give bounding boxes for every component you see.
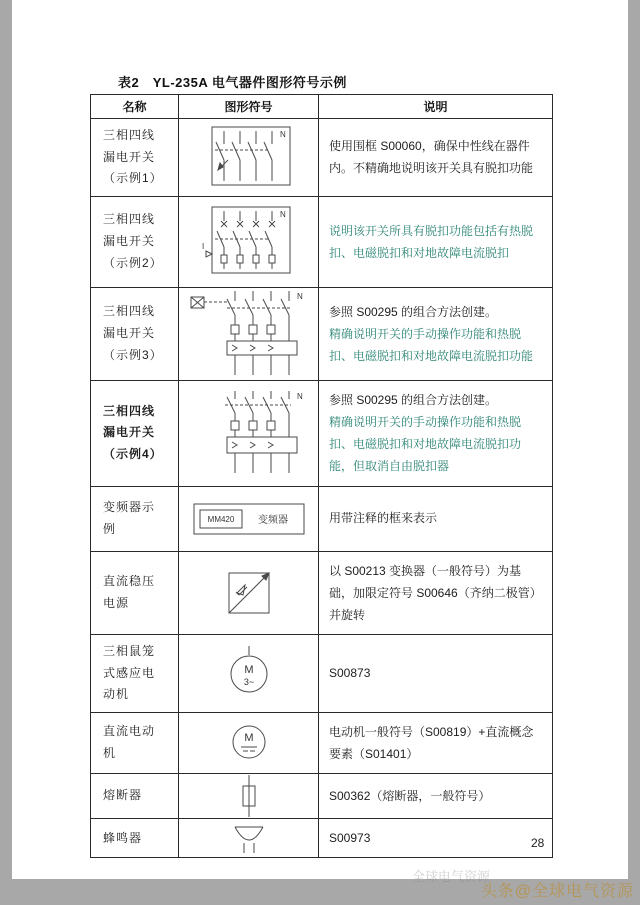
- table-header-row: [91, 95, 553, 119]
- desc-text: 用带注释的框来表示: [329, 511, 438, 526]
- row-name: 三相四线漏电开关（示例2）: [91, 196, 179, 287]
- svg-text:I: I: [201, 241, 204, 251]
- row-name: 直流稳压电源: [91, 551, 179, 635]
- table-row: [91, 635, 553, 713]
- rcd-example2-symbol-icon: [198, 203, 300, 281]
- row-desc: [319, 486, 553, 551]
- table-row: [91, 712, 553, 773]
- row-symbol: [179, 486, 319, 551]
- desc-text: 电动机一般符号（S00819）+直流概念要素（S01401）: [329, 724, 534, 762]
- row-desc: [319, 712, 553, 773]
- dc-power-supply-symbol-icon: [209, 567, 289, 619]
- row-name: 熔断器: [91, 774, 179, 819]
- row-desc: [319, 287, 553, 380]
- desc-text: S00973: [329, 831, 371, 846]
- row-symbol: [179, 119, 319, 197]
- desc-text-highlight: 说明该开关所具有脱扣功能包括有热脱扣、电磁脱扣和对地故障电流脱扣: [329, 223, 534, 260]
- row-symbol: [179, 774, 319, 819]
- desc-text: S00873: [329, 666, 371, 681]
- svg-text:N: N: [279, 130, 286, 140]
- row-name: 三相四线漏电开关（示例1）: [91, 119, 179, 197]
- svg-text:3~: 3~: [243, 677, 254, 688]
- row-name: 三相鼠笼式感应电动机: [91, 635, 179, 713]
- svg-text:N: N: [296, 291, 303, 301]
- fuse-symbol-icon: [229, 775, 269, 817]
- row-name: 直流电动机: [91, 712, 179, 773]
- row-symbol: [179, 712, 319, 773]
- table-row: [91, 486, 553, 551]
- table-row: [91, 287, 553, 380]
- desc-text: 参照 S00295 的组合方法创建。: [329, 392, 498, 407]
- row-symbol: [179, 380, 319, 486]
- desc-text: 参照 S00295 的组合方法创建。: [329, 304, 498, 319]
- inverter-symbol-icon: [190, 497, 308, 541]
- col-header-desc: 说明: [319, 95, 553, 119]
- rcd-example3-symbol-icon: [187, 289, 311, 379]
- desc-text: S00362（熔断器，一般符号）: [329, 789, 491, 804]
- row-desc: [319, 551, 553, 635]
- rcd-example4-symbol-icon: [187, 389, 311, 477]
- row-symbol: [179, 635, 319, 713]
- table-title: 表2 YL-235A 电气器件图形符号示例: [118, 75, 347, 90]
- watermark-text: 头条@全球电气资源: [480, 883, 634, 900]
- row-symbol: [179, 551, 319, 635]
- table-row: [91, 380, 553, 486]
- rcd-example1-symbol-icon: [198, 122, 300, 192]
- table-row: [91, 819, 553, 858]
- row-desc: [319, 380, 553, 486]
- row-symbol: [179, 196, 319, 287]
- row-name: 蜂鸣器: [91, 819, 179, 858]
- svg-text:N: N: [296, 392, 303, 402]
- row-desc: [319, 119, 553, 197]
- svg-text:N: N: [279, 209, 286, 219]
- dc-motor-symbol-icon: [219, 719, 279, 767]
- row-symbol: [179, 287, 319, 380]
- table-row: [91, 774, 553, 819]
- table-row: [91, 551, 553, 635]
- desc-text-highlight: 精确说明开关的手动操作功能和热脱扣、电磁脱扣和对地故障电流脱扣功能，但取消自由脱扣器: [329, 414, 522, 474]
- desc-text: 使用围框 S00060，确保中性线在器件内。不精确地说明该开关具有脱扣功能: [329, 139, 534, 176]
- row-desc: [319, 635, 553, 713]
- document-page: [12, 0, 628, 879]
- symbol-table: [90, 94, 553, 858]
- watermark-ghost-text: 全球电气资源: [411, 869, 490, 884]
- page-number: 28: [531, 836, 545, 850]
- svg-text:MM420: MM420: [207, 514, 234, 524]
- row-desc: [319, 196, 553, 287]
- svg-text:M: M: [243, 732, 254, 745]
- row-name: 变频器示例: [91, 486, 179, 551]
- desc-text: 以 S00213 变换器（一般符号）为基础，加限定符号 S00646（齐纳二极管）并旋转: [329, 563, 542, 622]
- row-desc: [319, 819, 553, 858]
- buzzer-symbol-icon: [221, 820, 277, 856]
- col-header-name: 名称: [91, 95, 179, 119]
- svg-text:M: M: [243, 664, 254, 677]
- row-desc: [319, 774, 553, 819]
- table-row: [91, 196, 553, 287]
- desc-text-highlight: 精确说明开关的手动操作功能和热脱扣、电磁脱扣和对地故障电流脱扣功能: [329, 326, 534, 363]
- table-row: [91, 119, 553, 197]
- svg-text:变频器: 变频器: [257, 514, 288, 526]
- ac-motor-symbol-icon: [219, 646, 279, 700]
- row-name: 三相四线漏电开关（示例3）: [91, 287, 179, 380]
- row-symbol: [179, 819, 319, 858]
- col-header-symbol: 图形符号: [179, 95, 319, 119]
- row-name: 三相四线漏电开关（示例4）: [91, 380, 179, 486]
